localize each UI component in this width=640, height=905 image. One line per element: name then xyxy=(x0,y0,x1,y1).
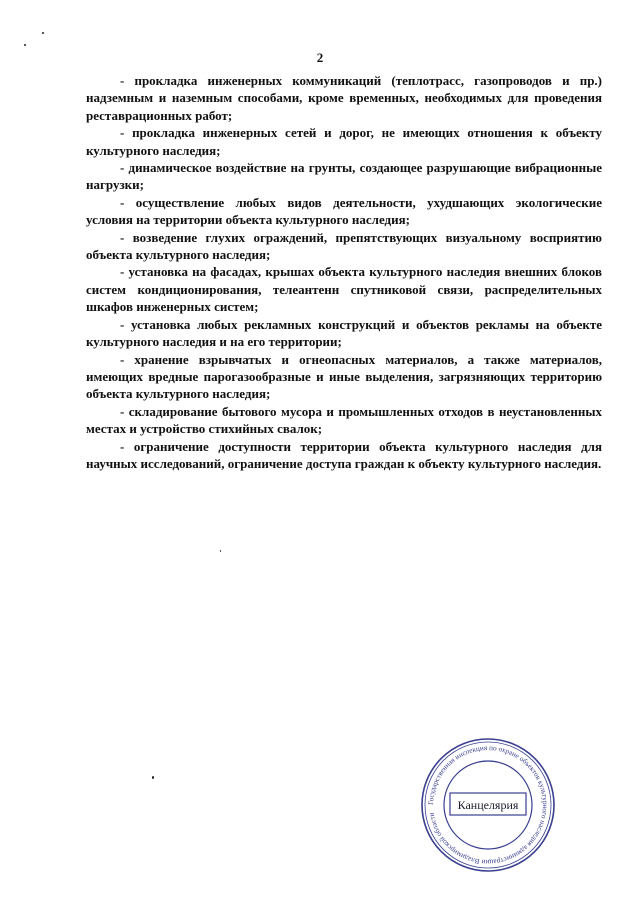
list-item: - складирование бытового мусора и промышленных отходов в неустановленных местах и устройство стихийных свалок; xyxy=(86,403,602,437)
office-stamp xyxy=(418,735,558,875)
list-item: - прокладка инженерных коммуникаций (теплотрасс, газопроводов и пр.) надземным и наземным способами, кроме временных, необходимых для проведения реставрационных работ; xyxy=(86,73,602,123)
list-item: - возведение глухих ограждений, препятствующих визуальному восприятию объекта культурного наследия; xyxy=(86,229,602,263)
list-item: - ограничение доступности территории объекта культурного наследия для научных исследований, ограничение доступа граждан к объекту культурного наследия. xyxy=(86,438,602,471)
list-item: - установка на фасадах, крышах объекта культурного наследия внешних блоков систем кондиционирования, телеантенн спутниковой связи, распределительных шкафов инженерных систем; xyxy=(86,264,602,315)
list-item: - установка любых рекламных конструкций и объектов рекламы на объекте культурного наследия и на его территории; xyxy=(86,316,602,350)
scan-speck xyxy=(42,32,44,34)
list-item: - хранение взрывчатых и огнеопасных материалов, а также материалов, имеющих вредные парогазообразные и иные выделения, загрязняющих территорию объекта культурного наследия; xyxy=(86,351,602,402)
stamp-center-label: Канцелярия xyxy=(457,798,519,812)
list-item: - осуществление любых видов деятельности, ухудшающих экологические условия на территории объекта культурного наследия; xyxy=(86,194,602,228)
scan-speck xyxy=(152,776,154,779)
page-number: 2 xyxy=(316,50,324,65)
list-item: - прокладка инженерных сетей и дорог, не имеющих отношения к объекту культурного наследия; xyxy=(86,125,602,158)
document-body xyxy=(86,72,602,472)
stamp-graphic xyxy=(418,735,558,875)
scan-speck xyxy=(24,44,26,46)
list-item: - динамическое воздействие на грунты, создающее разрушающие вибрационные нагрузки; xyxy=(86,160,602,193)
stamp-ring-text: Государственная инспекция по охране объектов культурного наследия администрации Владимирской области xyxy=(426,743,550,867)
scan-speck xyxy=(220,550,221,552)
